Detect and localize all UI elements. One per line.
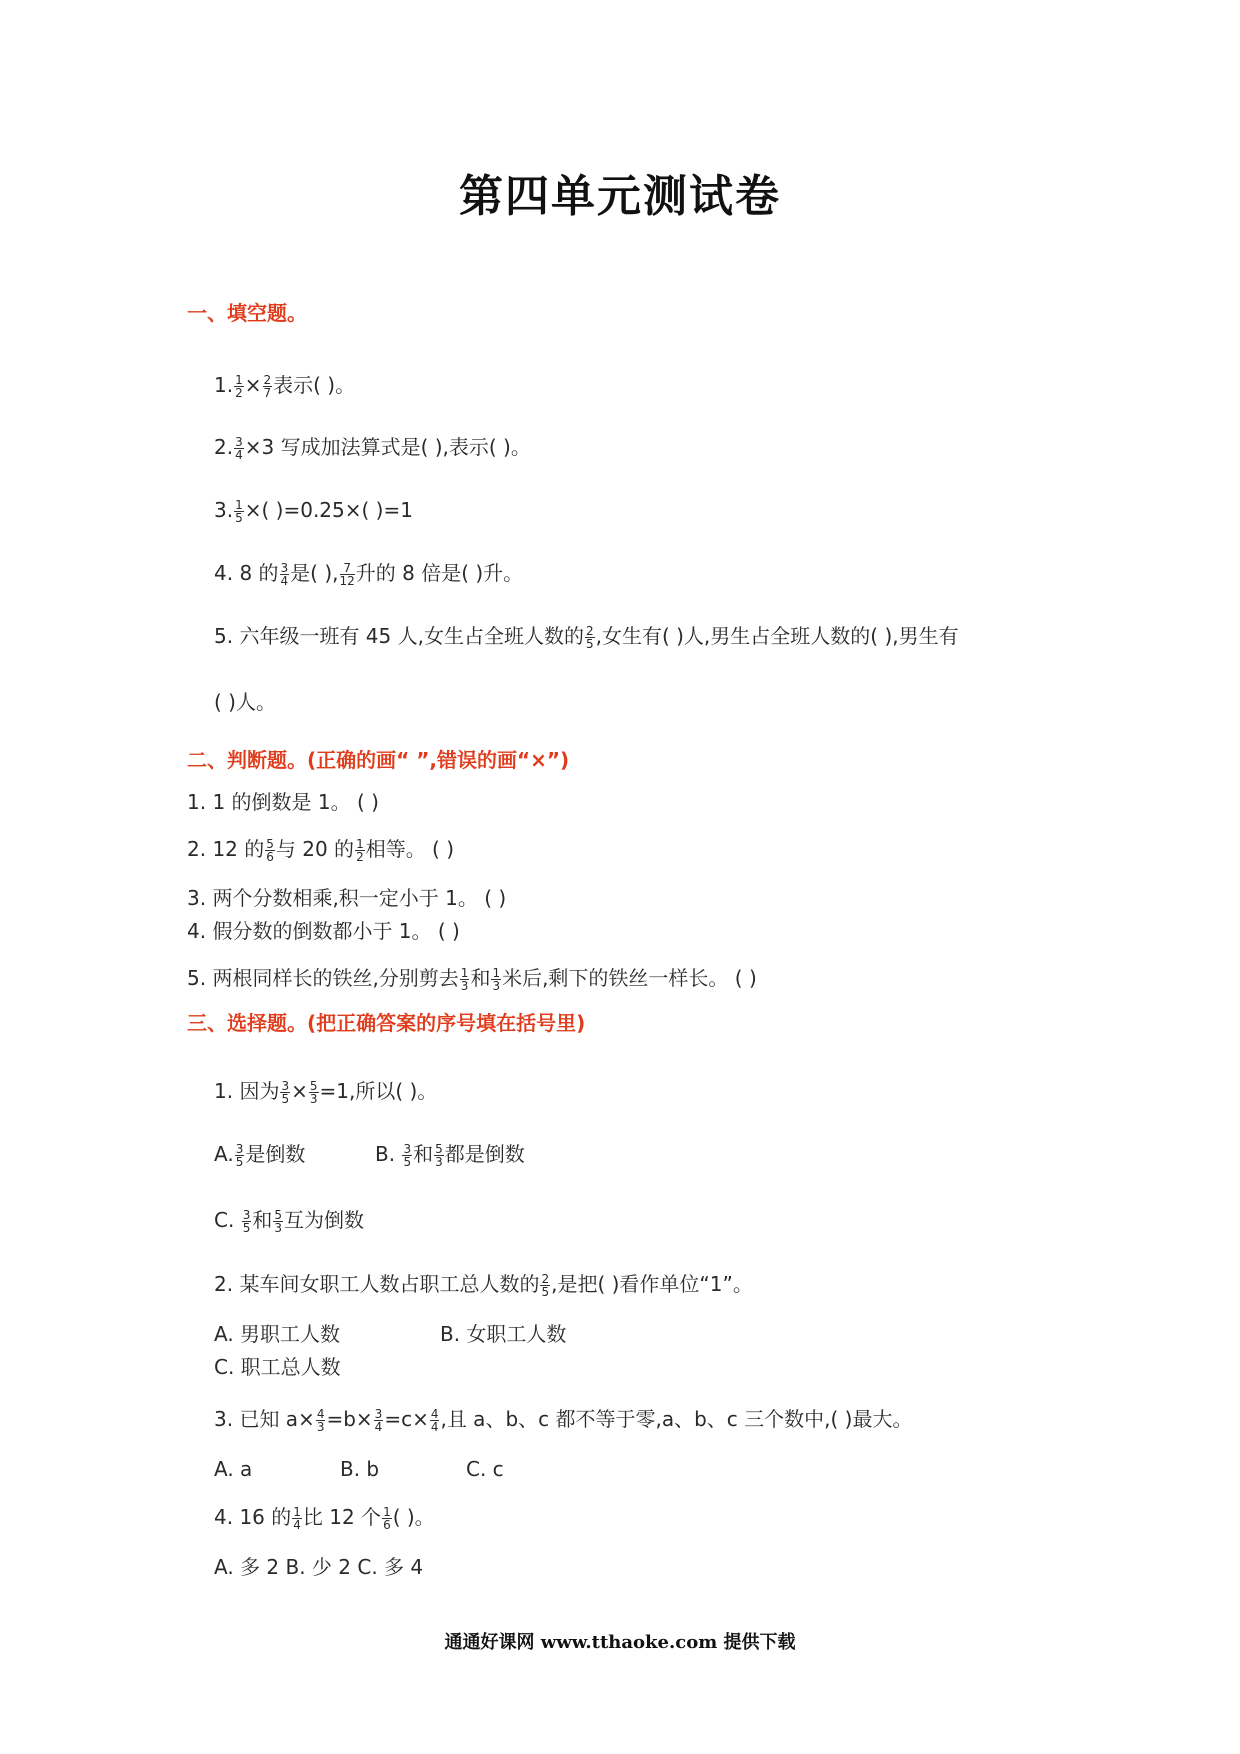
- judge-q3: 3. 两个分数相乘,积一定小于 1。 ( ): [187, 886, 507, 910]
- fraction: $\frac{1}{5}$: [235, 498, 243, 525]
- fraction: $\frac{2}{5}$: [585, 624, 594, 651]
- fraction: $\frac{5}{3}$: [309, 1079, 318, 1106]
- choice-q1-option-a: A. $\frac{3}{5}$ 是倒数: [214, 1142, 306, 1169]
- fill-q3: 3. $\frac{1}{5}$ ×( )=0.25×( )=1: [214, 498, 413, 525]
- judge-q1: 1. 1 的倒数是 1。 ( ): [187, 790, 379, 814]
- choice-q1-option-c: C. $\frac{3}{5}$ 和 $\frac{5}{3}$ 互为倒数: [214, 1208, 364, 1235]
- section-fill-blank: 一、填空题。: [187, 301, 307, 325]
- fill-q5-continued: ( )人。: [214, 690, 276, 714]
- fraction: $\frac{2}{7}$: [263, 373, 272, 400]
- fraction: $\frac{4}{3}$: [316, 1407, 325, 1434]
- fraction: $\frac{1}{3}$: [492, 966, 501, 993]
- fraction: $\frac{3}{5}$: [281, 1079, 290, 1106]
- judge-q4: 4. 假分数的倒数都小于 1。 ( ): [187, 919, 460, 943]
- choice-q2-option-c: C. 职工总人数: [214, 1355, 341, 1379]
- choice-q2-option-b: B. 女职工人数: [440, 1322, 567, 1346]
- judge-q5: 5. 两根同样长的铁丝,分别剪去 $\frac{1}{3}$ 和 $\frac{1}{3}$ 米后,剩下的铁丝一样长。 ( ): [187, 966, 757, 993]
- judge-q2: 2. 12 的 $\frac{5}{6}$ 与 20 的 $\frac{1}{2}$ 相等。 ( ): [187, 837, 455, 864]
- fraction: $\frac{7}{12}$: [339, 561, 355, 588]
- page-title: 第四单元测试卷: [459, 171, 781, 222]
- fraction: $\frac{1}{3}$: [460, 966, 469, 993]
- fraction: $\frac{3}{4}$: [374, 1407, 383, 1434]
- choice-q3-option-b: B. b: [340, 1457, 380, 1481]
- choice-q1: 1. 因为 $\frac{3}{5}$ × $\frac{5}{3}$ =1,所以( )。: [214, 1079, 438, 1106]
- fill-q5: 5. 六年级一班有 45 人,女生占全班人数的 $\frac{2}{5}$ ,女生有( )人,男生占全班人数的( ),男生有: [214, 624, 959, 651]
- fraction: $\frac{4}{4}$: [430, 1407, 439, 1434]
- fraction: $\frac{3}{4}$: [280, 561, 289, 588]
- fraction: $\frac{1}{2}$: [356, 837, 364, 864]
- fraction: $\frac{5}{3}$: [435, 1142, 443, 1169]
- section-true-false: 二、判断题。(正确的画“ ”,错误的画“×”): [187, 748, 570, 772]
- fill-q1: 1. $\frac{1}{2}$ × $\frac{2}{7}$ 表示( )。: [214, 373, 356, 400]
- fraction: $\frac{3}{5}$: [403, 1142, 412, 1169]
- fraction: $\frac{1}{4}$: [293, 1505, 301, 1532]
- choice-q1-option-b: B. $\frac{3}{5}$ 和 $\frac{5}{3}$ 都是倒数: [375, 1142, 525, 1169]
- fraction: $\frac{2}{5}$: [541, 1272, 550, 1299]
- choice-q2-option-a: A. 男职工人数: [214, 1322, 341, 1346]
- fraction: $\frac{5}{6}$: [266, 837, 274, 864]
- fraction: $\frac{3}{4}$: [235, 435, 243, 462]
- footer-source: 通通好课网 www.tthaoke.com 提供下载: [444, 1632, 796, 1653]
- choice-q4-options: A. 多 2 B. 少 2 C. 多 4: [214, 1555, 424, 1579]
- choice-q3-option-a: A. a: [214, 1457, 253, 1481]
- choice-q3-option-c: C. c: [466, 1457, 504, 1481]
- choice-q3: 3. 已知 a× $\frac{4}{3}$ =b× $\frac{3}{4}$ =c× $\frac{4}{4}$ ,且 a、b、c 都不等于零,a、b、c 三个数中,( )最大。: [214, 1407, 913, 1434]
- fraction: $\frac{5}{3}$: [274, 1208, 282, 1235]
- fraction: $\frac{1}{2}$: [235, 373, 243, 400]
- fraction: $\frac{3}{5}$: [242, 1208, 251, 1235]
- fill-q4: 4. 8 的 $\frac{3}{4}$ 是( ), $\frac{7}{12}$ 升的 8 倍是( )升。: [214, 561, 524, 588]
- choice-q2: 2. 某车间女职工人数占职工总人数的 $\frac{2}{5}$ ,是把( )看作单位“1”。: [214, 1272, 753, 1299]
- fill-q2: 2. $\frac{3}{4}$ ×3 写成加法算式是( ),表示( )。: [214, 435, 531, 462]
- section-multiple-choice: 三、选择题。(把正确答案的序号填在括号里): [187, 1011, 586, 1035]
- choice-q4: 4. 16 的 $\frac{1}{4}$ 比 12 个 $\frac{1}{6}$ ( )。: [214, 1505, 435, 1532]
- fraction: $\frac{3}{5}$: [235, 1142, 244, 1169]
- fraction: $\frac{1}{6}$: [383, 1505, 391, 1532]
